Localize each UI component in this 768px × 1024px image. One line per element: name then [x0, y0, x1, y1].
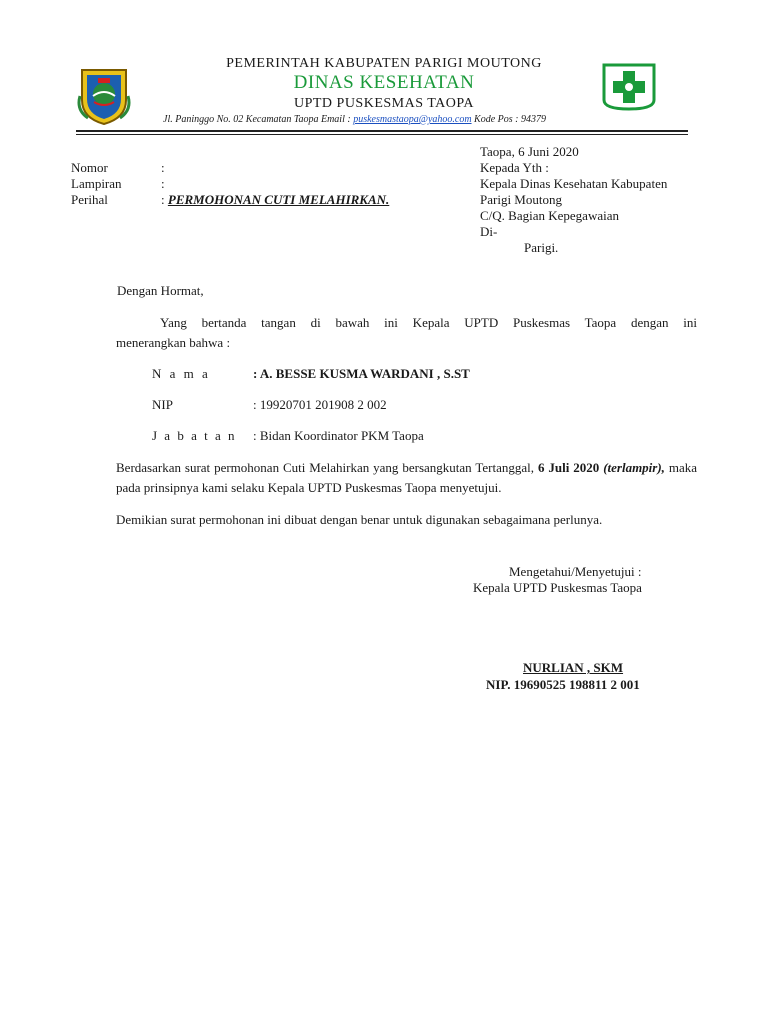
- header-rule-thin: [76, 134, 688, 135]
- approval-attachment: (terlampir),: [603, 460, 665, 475]
- recipient-region: Parigi Moutong: [480, 192, 562, 207]
- field-nip-label: NIP: [152, 397, 173, 412]
- greeting: Dengan Hormat,: [117, 283, 204, 298]
- recipient-city: Parigi.: [524, 240, 559, 255]
- header-rule-thick: [76, 130, 688, 132]
- health-cross-icon: [600, 62, 658, 112]
- signature-approval-label: Mengetahui/Menyetujui :: [509, 564, 642, 579]
- nomor-label: Nomor: [71, 160, 108, 175]
- recipient-title: Kepala Dinas Kesehatan Kabupaten: [480, 176, 668, 191]
- letter-date: Taopa, 6 Juni 2020: [480, 144, 579, 159]
- approval-text-1: Berdasarkan surat permohonan Cuti Melahirkan yang bersangkutan Tertanggal,: [116, 460, 534, 475]
- intro-line-1: Yang bertanda tangan di bawah ini Kepala UPTD Puskesmas Taopa dengan ini: [160, 315, 697, 330]
- recipient-di: Di-: [480, 224, 498, 239]
- recipient-department: C/Q. Bagian Kepegawaian: [480, 208, 619, 223]
- approval-date: 6 Juli 2020: [537, 460, 600, 475]
- subject-text: PERMOHONAN CUTI MELAHIRKAN.: [167, 192, 390, 207]
- lampiran-label: Lampiran: [71, 176, 122, 191]
- address-prefix: Jl. Paninggo No. 02 Kecamatan Taopa Email :: [163, 114, 351, 125]
- perihal-colon: :: [161, 192, 165, 207]
- recipient-salutation: Kepada Yth :: [480, 160, 549, 175]
- field-name-value: : A. BESSE KUSMA WARDANI , S.ST: [253, 366, 470, 381]
- field-name-label: N a m a: [152, 366, 211, 381]
- approval-paragraph: [116, 458, 697, 498]
- intro-line-2: menerangkan bahwa :: [116, 335, 231, 350]
- nomor-colon: :: [161, 160, 165, 175]
- perihal-value: [161, 192, 389, 208]
- email-link[interactable]: puskesmastaopa@yahoo.com: [353, 114, 472, 125]
- letterhead-address: [163, 114, 546, 125]
- signatory-name: NURLIAN , SKM: [523, 660, 624, 675]
- unit-title: UPTD PUSKESMAS TAOPA: [293, 96, 475, 111]
- signature-title: Kepala UPTD Puskesmas Taopa: [473, 580, 642, 595]
- postal-code: Kode Pos : 94379: [474, 114, 546, 125]
- field-position-value: : Bidan Koordinator PKM Taopa: [253, 428, 424, 443]
- approval-text-2: maka pada prinsipnya kami selaku Kepala UPTD Puskesmas Taopa menyetujui.: [116, 460, 698, 495]
- perihal-label: Perihal: [71, 192, 108, 207]
- signatory-nip: NIP. 19690525 198811 2 001: [486, 677, 640, 692]
- closing-paragraph: Demikian surat permohonan ini dibuat dengan benar untuk digunakan sebagaimana perlunya.: [116, 512, 603, 527]
- government-title: PEMERINTAH KABUPATEN PARIGI MOUTONG: [226, 56, 542, 71]
- field-position-label: J a b a t a n: [152, 428, 237, 443]
- lampiran-colon: :: [161, 176, 165, 191]
- field-nip-value: : 19920701 201908 2 002: [253, 397, 387, 412]
- agency-title: DINAS KESEHATAN: [293, 72, 475, 93]
